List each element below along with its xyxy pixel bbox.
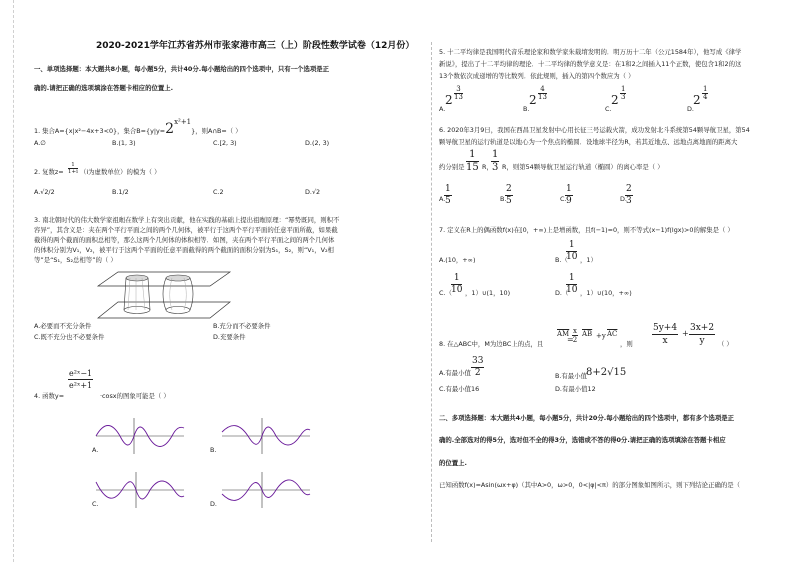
- q8-plus: +: [682, 329, 689, 338]
- q8-expr-2: [689, 322, 715, 347]
- q5-label-d: D.: [687, 105, 694, 113]
- q2-option-d: D.√2: [305, 188, 321, 196]
- q6-line-2: 颗导航卫星的运行轨道是以地心为一个焦点的椭圆．设地球半径为R，若其近地点、远地点离地面的距离大: [439, 138, 738, 146]
- q4-graph-a: [96, 418, 184, 454]
- q5-b-exp-d: 13: [538, 93, 547, 101]
- q4-label-c: C.: [92, 500, 99, 508]
- q5-c-exp-n: 1: [621, 85, 626, 93]
- q5-a-exp-d: 13: [454, 93, 463, 101]
- q7-option-c-post: ，1）∪(1，10): [465, 289, 511, 297]
- q1-stem-tail: }，则A∩B=（ ）: [191, 127, 242, 136]
- q3-option-a: A.必要而不充分条件: [34, 322, 92, 330]
- q8-plus-y: +y: [596, 332, 606, 340]
- q5-d-exp-n: 1: [703, 85, 708, 93]
- q5-c-exp: [620, 86, 626, 101]
- q4-prefix: 4. 函数y=: [34, 392, 65, 400]
- q6-label-b: B.: [500, 195, 507, 203]
- q6-d-d: 3: [626, 196, 632, 206]
- q8-vec-ac: [607, 330, 617, 338]
- q8-vec-ab: [582, 330, 592, 338]
- q3-line-1: 3. 南北朝时代的伟大数学家祖暅在数学上有突出贡献，他在实践的基础上提出祖暅原理：“幂势既同，则积不: [34, 216, 340, 224]
- q8-tail: （ ）: [718, 340, 733, 348]
- q6-label-a: A.: [439, 195, 446, 203]
- section2-heading-line3: 的位置上.: [439, 459, 467, 467]
- q7-option-a: A.(10，+∞): [439, 256, 476, 264]
- q5-line-1: 5. 十二平均律是我国明代音乐理论家和数学家朱载堉发明的．明万历十二年（公元1584年），他写成《律学: [439, 48, 742, 56]
- q1-option-a: A.∅: [34, 139, 46, 147]
- exam-title: 2020-2021学年江苏省苏州市张家港市高三（上）阶段性数学试卷（12月份）: [96, 41, 415, 51]
- q7-d-d: 10: [566, 285, 578, 295]
- q5-b-exp: [538, 86, 547, 101]
- q7-b-d: 10: [566, 252, 578, 262]
- q4-tail: ·cosx的图象可能是（ ）: [100, 392, 170, 400]
- q2-option-a: A.√2/2: [34, 188, 55, 196]
- column-divider: [431, 42, 433, 542]
- q4-graph-c: [96, 472, 184, 508]
- q5-option-d: [693, 93, 701, 107]
- q2-frac-den: 1+i: [68, 169, 78, 175]
- q5-d-exp: [702, 86, 708, 101]
- q6-line-1: 6. 2020年3月9日，我国在西昌卫星发射中心用长征三号运载火箭，成功发射北斗系统第54颗导航卫星，第54: [439, 126, 750, 134]
- q8-comma: ，则: [620, 340, 633, 348]
- q8-option-a-frac: [471, 356, 484, 379]
- q2-stem-text: 2. 复数z=: [34, 168, 64, 176]
- q3-line-2: 容异”，其含义是：夹在两个平行平面之间的两个几何体，被平行于这两个平行平面的任意平面所截，如果截: [34, 226, 338, 234]
- q6-f1-d: 15: [466, 162, 479, 173]
- q4-frac-num: e²ˣ−1: [69, 369, 93, 378]
- q6-label-c: C.: [560, 195, 567, 203]
- section2-heading-line1: 二、多项选择题：本大题共4小题，每小题5分，共计20分.每小题给出的四个选项中，都有多个选项是正: [439, 414, 735, 422]
- q5-label-a: A.: [439, 105, 446, 113]
- q1-option-d: D.(2, 3): [305, 139, 330, 147]
- q7-option-d-pre: D.（: [555, 289, 569, 297]
- q3-figure-solids: [96, 264, 232, 324]
- q7-option-d-post: ，1）∪(10，+∞): [580, 289, 632, 297]
- q5-option-c: [611, 93, 619, 107]
- q1-exponent-base: 2: [165, 121, 175, 138]
- q7-option-d-frac: [566, 273, 577, 296]
- q8-frac-x2: [572, 327, 578, 344]
- q1-stem: [34, 118, 242, 138]
- q1-option-c: C.[2, 3): [213, 139, 237, 147]
- q1-stem-text: 1. 集合A={x|x²−4x+3<0}，集合B={y|y=: [34, 127, 166, 136]
- q7-d-n: 1: [566, 273, 577, 285]
- section1-heading-line2: 确的.请把正确的选项填涂在答题卡相应的位置上.: [34, 84, 174, 92]
- q4-label-b: B.: [210, 446, 217, 454]
- q6-label-d: D.: [620, 195, 627, 203]
- q8-vec-ab-text: $\overline{AB}$: [582, 330, 593, 338]
- section2-heading-line2: 确的.全部选对的得5分，选对但不全的得3分，选错或不答的得0分.请把正确的选项填涂在答题卡相应: [439, 436, 726, 444]
- q7-option-c-pre: C.（: [439, 289, 452, 297]
- q6-f2-d: 3: [492, 162, 499, 173]
- q3-option-b: B.充分而不必要条件: [213, 322, 271, 330]
- q7-option-b-frac: [566, 240, 577, 263]
- q8-a-n: 33: [472, 356, 484, 366]
- q8-option-d: D.有最小值12: [555, 385, 596, 393]
- q6-b-d: 5: [506, 196, 512, 206]
- section1-heading-line1: 一、单项选择题：本大题共8小题，每小题5分，共计40分.每小题给出的四个选项中，只有一个选项是正: [34, 65, 330, 73]
- q5-a-base: 2: [445, 93, 453, 107]
- q7-stem: 7. 定义在R上的偶函数f(x)在[0，+∞)上是增函数，且f(−1)=0，则不等式(x−1)f(lgx)>0的解集是（ ）: [439, 226, 734, 234]
- q2-option-c: C.2: [213, 188, 224, 196]
- q1-exponent-power: x²+1: [174, 118, 192, 126]
- q6-a-n: 1: [445, 184, 451, 194]
- q3-option-c: C.既不充分也不必要条件: [34, 333, 105, 341]
- q8-fx-n: x: [573, 327, 577, 335]
- q5-b-exp-n: 4: [538, 86, 547, 94]
- q5-a-exp-n: 3: [454, 86, 463, 94]
- q6-option-a: [444, 184, 452, 207]
- q6-c-d: 9: [566, 196, 572, 206]
- q2-stem: [34, 168, 64, 176]
- q8-vec-am-text: $\overline{AM}$: [557, 330, 570, 338]
- q7-c-n: 1: [451, 273, 462, 285]
- q6-tail: R，则第54颗导航卫星运行轨道（椭圆）的离心率是（ ）: [502, 163, 664, 171]
- q8-a-d: 2: [474, 368, 481, 378]
- q4-graph-d: [222, 472, 310, 508]
- q4-label-a: A.: [92, 446, 99, 454]
- q7-option-b-post: ，1）: [580, 256, 597, 264]
- q6-tail-prefix: 约分别是: [439, 163, 465, 171]
- q9-stem: 已知函数f(x)=Asin(ωx+φ)（其中A>0，ω>0，0<|φ|<π）的部分图象如图所示，则下列结论正确的是（: [439, 481, 741, 489]
- q6-option-c: [565, 184, 573, 207]
- q8-pre: 8. 在△ABC中，M为边BC上的点，且: [439, 340, 544, 348]
- q2-stem-tail: （i为虚数单位）的模为（ ）: [80, 168, 161, 176]
- q5-option-a: [445, 93, 453, 107]
- q8-vec-ac-text: $\overline{AC}$: [607, 330, 618, 338]
- q8-e2-n: 3x+2: [690, 323, 715, 333]
- q5-line-3: 13个数依次成递增的等比数列．依此规则，插入的第四个数应为（ ）: [439, 72, 635, 80]
- q6-mid: R，: [482, 163, 493, 171]
- q3-line-4: 的体积分别为V₁，V₂，被平行于这两个平面的任意平面截得的两个截面的面积分别为S₁，S₂，则“V₁，V₂相: [34, 246, 334, 254]
- q8-option-c: C.有最小值16: [439, 385, 480, 393]
- q3-line-3: 截得的两个截面的面积总相等，那么这两个几何体的体积相等．如图，夹在两个平行平面之间的两个几何体: [34, 236, 335, 244]
- q5-d-base: 2: [693, 93, 701, 107]
- q4-frac-den: e²ˣ+1: [69, 381, 93, 390]
- q4-label-d: D.: [210, 500, 217, 508]
- q1-option-b: B.(1, 3): [112, 139, 136, 147]
- binding-margin: [0, 0, 14, 562]
- q6-f1-n: 1: [466, 149, 479, 162]
- q3-option-d: D.充要条件: [213, 333, 246, 341]
- q3-line-5: 等”是“S₁，S₂总相等”的（ ）: [34, 256, 117, 264]
- q7-option-c-frac: [451, 273, 462, 296]
- q6-b-n: 2: [506, 184, 512, 194]
- q5-c-base: 2: [611, 93, 619, 107]
- q4-graph-b: [222, 418, 310, 454]
- q2-option-b: B.1/2: [112, 188, 129, 196]
- q8-eq: =: [567, 335, 574, 344]
- q6-dist-far: [491, 149, 499, 174]
- q6-a-d: 5: [445, 196, 451, 206]
- q8-fx-d: 2: [572, 336, 578, 344]
- q4-fraction: [68, 368, 93, 391]
- q5-label-c: C.: [605, 105, 612, 113]
- q7-c-d: 10: [451, 285, 463, 295]
- q8-option-a-pre: A.有最小值: [439, 369, 471, 377]
- q7-b-n: 1: [566, 240, 577, 252]
- q8-e2-d: y: [699, 336, 705, 346]
- q2-fraction: [68, 162, 78, 175]
- q8-expr-1: [652, 322, 678, 347]
- q8-option-b-value: 8+2√15: [586, 367, 627, 378]
- q5-a-exp: [454, 86, 463, 101]
- q5-d-exp-d: 4: [703, 93, 708, 101]
- q6-d-n: 2: [626, 184, 632, 194]
- q8-e1-d: x: [662, 336, 668, 346]
- q8-option-b: B.有最小值: [555, 372, 587, 380]
- q2-frac-num: 1: [68, 162, 78, 169]
- q5-c-exp-d: 3: [621, 93, 626, 101]
- q6-option-b: [505, 184, 513, 207]
- q5-b-base: 2: [529, 93, 537, 107]
- q6-f2-n: 1: [492, 149, 499, 160]
- q5-line-2: 新说》，提出了十二平均律的理论．十二平均律的数学意义是：在1和2之间插入11个正数，使包含1和2的这: [439, 60, 742, 68]
- q6-option-d: [625, 184, 633, 207]
- q6-c-n: 1: [566, 184, 572, 194]
- q6-dist-near: [466, 149, 479, 174]
- q7-option-b-pre: B.（: [555, 256, 568, 264]
- q5-label-b: B.: [523, 105, 530, 113]
- q8-e1-n: 5y+4: [653, 323, 678, 333]
- q5-option-b: [529, 93, 537, 107]
